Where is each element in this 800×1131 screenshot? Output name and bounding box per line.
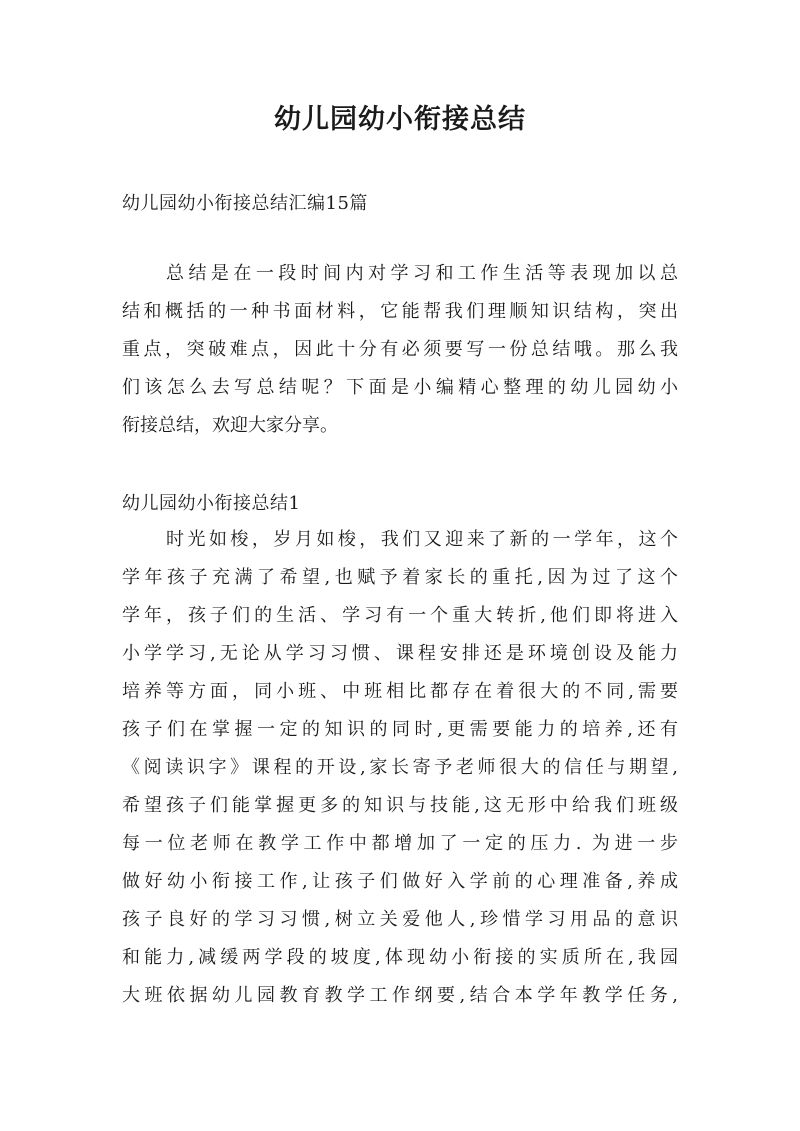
section-body-paragraph — [122, 521, 678, 1015]
intro-line: 总结是在一段时间内对学习和工作生活等表现加以总 — [166, 263, 678, 284]
body-line: 大班依据幼儿园教育教学工作纲要,结合本学年教学任务, — [122, 985, 678, 1006]
body-line: 做好幼小衔接工作,让孩子们做好入学前的心理准备,养成 — [122, 871, 678, 892]
body-line: 孩子们在掌握一定的知识的同时,更需要能力的培养,还有 — [122, 719, 678, 740]
body-line: 小学学习,无论从学习习惯、课程安排还是环境创设及能力 — [122, 643, 678, 664]
body-line: 学年孩子充满了希望,也赋予着家长的重托,因为过了这个 — [122, 567, 678, 588]
body-line: 学年，孩子们的生活、学习有一个重大转折,他们即将进入 — [122, 605, 678, 626]
intro-line: 结和概括的一种书面材料，它能帮我们理顺知识结构，突出 — [122, 301, 678, 322]
body-line: 希望孩子们能掌握更多的知识与技能,这无形中给我们班级 — [122, 795, 678, 816]
intro-line: 们该怎么去写总结呢？下面是小编精心整理的幼儿园幼小 — [122, 377, 678, 398]
body-line: 培养等方面，同小班、中班相比都存在着很大的不同,需要 — [122, 681, 678, 702]
body-line: 《阅读识字》课程的开设,家长寄予老师很大的信任与期望, — [122, 757, 678, 778]
document-title: 幼儿园幼小衔接总结 — [274, 104, 526, 135]
document-subtitle: 幼儿园幼小衔接总结汇编15篇 — [122, 193, 368, 214]
body-line: 孩子良好的学习习惯,树立关爱他人,珍惜学习用品的意识 — [122, 909, 678, 930]
intro-line: 衔接总结，欢迎大家分享。 — [122, 415, 338, 436]
body-line: 时光如梭，岁月如梭，我们又迎来了新的一学年，这个 — [166, 529, 678, 550]
intro-line: 重点，突破难点，因此十分有必须要写一份总结哦。那么我 — [122, 339, 678, 360]
body-line: 每一位老师在教学工作中都增加了一定的压力. 为进一步 — [122, 833, 678, 854]
section-heading: 幼儿园幼小衔接总结1 — [122, 493, 301, 514]
intro-paragraph — [122, 255, 678, 445]
body-line: 和能力,减缓两学段的坡度,体现幼小衔接的实质所在,我园 — [122, 947, 678, 968]
